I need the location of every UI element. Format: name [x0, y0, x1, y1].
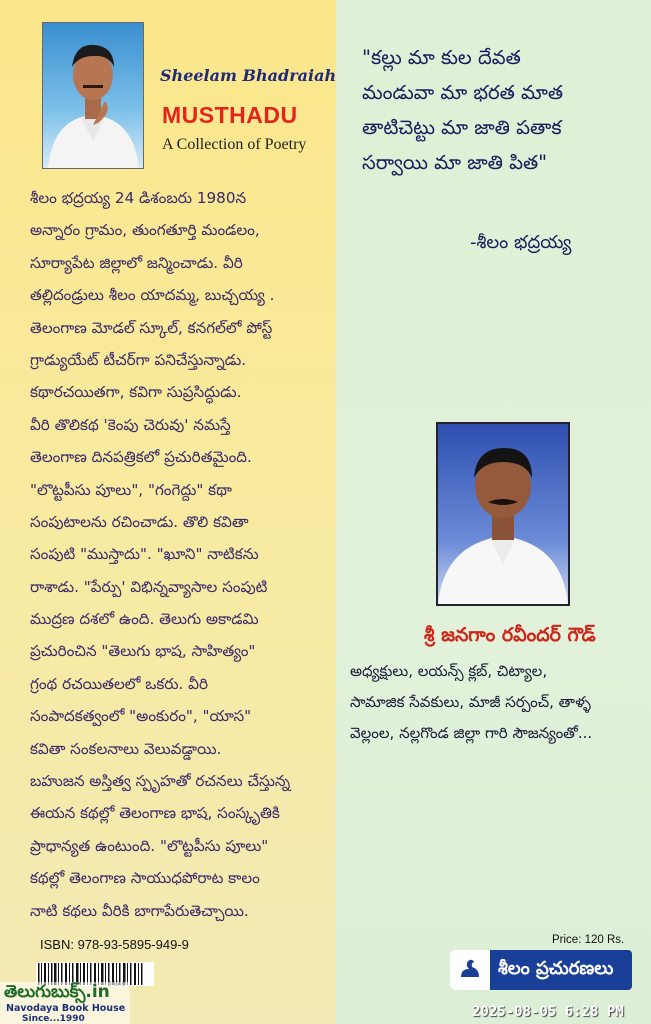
- bio-line: "లొట్టపీసు పూలు", "గంగెద్దు" కథా: [30, 480, 232, 499]
- bio-line: గ్రంథ రచయితలలో ఒకరు. వీరి: [30, 674, 208, 693]
- isbn-text: ISBN: 978-93-5895-949-9: [40, 937, 189, 952]
- poem-quote: [362, 40, 650, 180]
- shop-since: Since...1990: [22, 1014, 85, 1024]
- shop-logo: తెలుగుబుక్స్.in: [4, 982, 110, 1002]
- bio-line: వీరి తొలికథ 'కెంపు చెరువు' నమస్తే: [30, 415, 231, 434]
- bio-line: ముద్రణ దశలో ఉంది. తెలుగు అకాడమి: [30, 610, 259, 629]
- bio-line: ప్రాధాన్యత ఉంటుంది. "లొట్టపీసు పూలు": [30, 836, 269, 855]
- bio-line: అన్నారం గ్రామం, తుంగతూర్తి మండలం,: [30, 221, 260, 240]
- bio-line: సూర్యాపేట జిల్లాలో జన్మించాడు. వీరి: [30, 253, 243, 272]
- publisher-badge: [450, 950, 632, 990]
- sponsor-line: అధ్యక్షులు, లయన్స్ క్లబ్, చిట్యాల,: [350, 662, 548, 680]
- bio-line: రాశాడు. "పేర్పు' విభిన్నవ్యాసాల సంపుటి: [30, 577, 268, 596]
- swan-logo-icon: [450, 950, 490, 990]
- bio-line: తెలంగాణ మోడల్ స్కూల్, కనగల్‌లో పోస్ట్: [30, 318, 273, 337]
- author-photo: [42, 22, 144, 169]
- bio-line: సంపుటాలను రచించాడు. తొలి కవితా: [30, 512, 249, 531]
- quote-attribution: -శీలం భద్రయ్య: [470, 232, 572, 253]
- bio-line: కథల్లో తెలంగాణ సాయుధపోరాట కాలం: [30, 869, 260, 888]
- bookshop-watermark: [0, 982, 130, 1024]
- bio-line: సంపాదకత్వంలో "అంకురం", "యాస": [30, 707, 252, 726]
- bio-line: కథారచయితగా, కవిగా సుప్రసిద్ధుడు.: [30, 383, 242, 402]
- sponsor-line: సామాజిక సేవకులు, మాజీ సర్పంచ్, తాళ్ళ: [350, 693, 591, 711]
- publisher-name: శీలం ప్రచురణలు: [498, 957, 614, 979]
- sponsor-photo: [436, 422, 570, 606]
- price-label: Price: 120 Rs.: [552, 934, 625, 946]
- sponsor-portrait-image: [438, 424, 568, 604]
- bio-line: తెలంగాణ దినపత్రికలో ప్రచురితమైంది.: [30, 448, 252, 467]
- author-name: Sheelam Bhadraiah: [160, 66, 337, 85]
- shop-name: Navodaya Book House: [6, 1003, 126, 1014]
- book-subtitle: A Collection of Poetry: [162, 136, 307, 153]
- author-portrait-image: [43, 23, 143, 168]
- photo-timestamp: 2025-08-05 6:28 PM: [472, 1004, 624, 1020]
- book-title: MUSTHADU: [162, 102, 298, 128]
- sponsor-name: శ్రీ జనగాం రవీందర్ గౌడ్: [424, 624, 596, 646]
- bio-line: ఈయన కథల్లో తెలంగాణ భాష, సంస్కృతికి: [30, 804, 280, 823]
- quote-line: సర్వాయి మా జాతి పిత": [362, 151, 548, 174]
- bio-line: కవితా సంకలనాలు వెలువడ్డాయి.: [30, 739, 222, 758]
- bio-line: ప్రచురించిన "తెలుగు భాష, సాహిత్యం": [30, 642, 256, 661]
- sponsor-line: వెల్లంల, నల్లగొండ జిల్లా గారి సౌజన్యంతో...: [350, 724, 593, 742]
- quote-line: తాటిచెట్టు మా జాతి పతాక: [362, 116, 562, 139]
- bio-line: గ్రాడ్యుయేట్ టీచర్‌గా పనిచేస్తున్నాడు.: [30, 350, 247, 369]
- bio-line: బహుజన అస్తిత్వ స్పృహతో రచనలు చేస్తున్న: [30, 772, 291, 791]
- bio-line: తల్లిదండ్రులు శీలం యాదమ్మ, బుచ్చయ్య .: [30, 286, 275, 305]
- bio-line: సంపుటి "ముస్తాదు". "ఖూని" నాటికను: [30, 545, 259, 564]
- bio-line: శీలం భద్రయ్య 24 డిశంబరు 1980న: [30, 189, 247, 207]
- sponsor-details: [350, 656, 650, 749]
- quote-line: "కల్లు మా కుల దేవత: [362, 46, 521, 69]
- author-biography: [30, 182, 330, 927]
- quote-line: మండువా మా భరత మాత: [362, 81, 564, 104]
- bio-line: నాటి కథలు వీరికి బాగాపేరుతెచ్చాయి.: [30, 901, 249, 920]
